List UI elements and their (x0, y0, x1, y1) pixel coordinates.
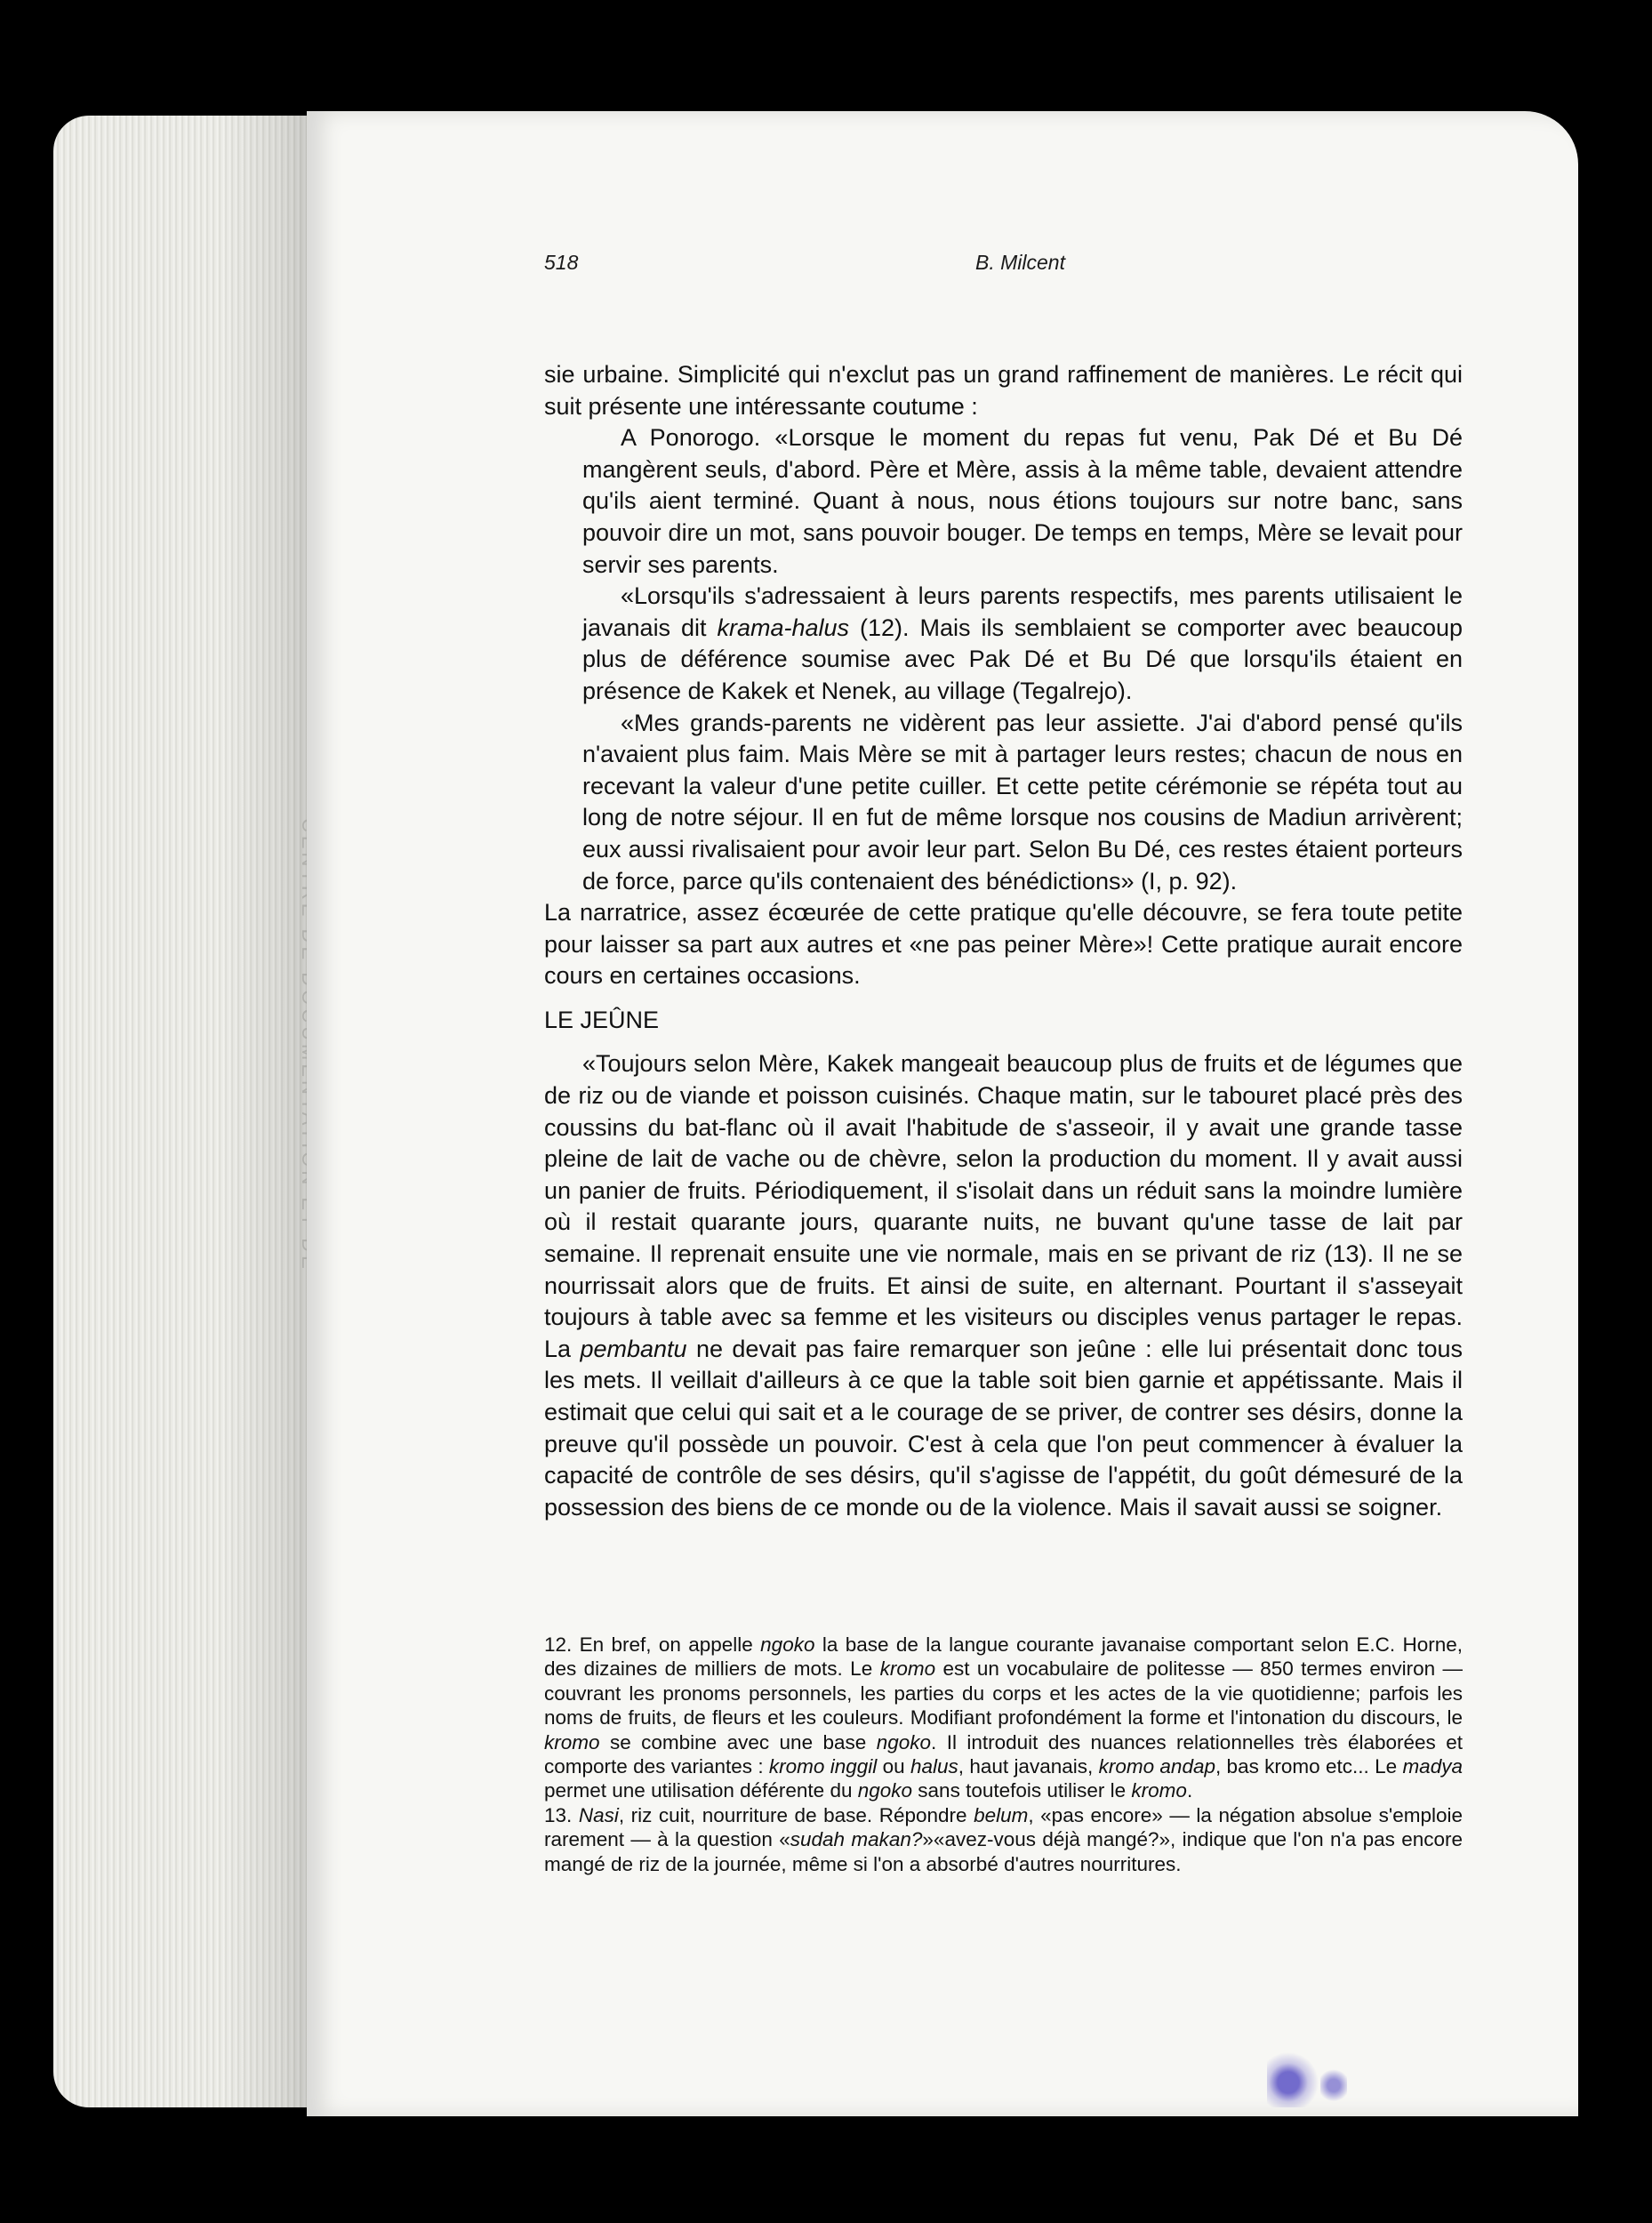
fn12-text: , bas kromo etc... Le (1215, 1755, 1403, 1778)
fn12-term: ngoko (857, 1779, 913, 1802)
fn12-text: la base de la langue courante javanaise comportant selon E.C. Horne, des dizaines de milliers de mots. Le (544, 1633, 1464, 1681)
fn13-text: »«avez-vous déjà mangé?», indique que l'on n'a pas encore mangé de riz de la journée, même si l'on a absorbé d'autres nourritures. (544, 1828, 1463, 1875)
fn12-text: , haut javanais, (958, 1755, 1099, 1778)
section-title: LE JEÛNE (544, 1006, 660, 1033)
quote-kakek (544, 1048, 1463, 1523)
fn12-text: est un vocabulaire de politesse — 850 termes environ — couvrant les pronoms personnels, les parties du corps et les actes de la vie quotidienne; parfois les noms de fruits, de fleurs et les couleurs. Modifiant profondément la forme et l'intonation du discours, le (544, 1657, 1464, 1729)
quote-grandparents: «Mes grands-parents ne vidèrent pas leur assiette. J'ai d'abord pensé qu'ils n'avaient plus faim. Mais Mère se mit à partager leurs restes; chacun de nous en recevant la valeur d'une petite cuiller. Et cette petite cérémonie se répéta tout au long de notre séjour. Il en fut de même lorsque nos cousins de Madiun arrivèrent; eux aussi rivalisaient pour avoir leur part. Selon Bu Dé, ces restes étaient porteurs de force, parce qu'ils contenaient des bénédictions» (I, p. 92). (582, 709, 1463, 895)
main-text (544, 359, 1463, 1523)
fn12-text: sans toutefois utiliser le (912, 1779, 1132, 1802)
fn12-term: kromo (1131, 1779, 1187, 1802)
fn12-text: 12. En bref, on appelle (544, 1633, 761, 1656)
term-pembantu: pembantu (580, 1335, 687, 1362)
ink-stain (1320, 2058, 1347, 2107)
quote-ponorogo: A Ponorogo. «Lorsque le moment du repas fut venu, Pak Dé et Bu Dé mangèrent seuls, d'abord. Père et Mère, assis à la même table, devaient attendre qu'ils aient terminé. Quant à nous, nous étions toujours sur notre banc, sans pouvoir dire un mot, sans pouvoir bouger. De temps en temps, Mère se levait pour servir ses parents. (582, 424, 1463, 578)
quote-kakek-text-1: «Toujours selon Mère, Kakek mangeait beaucoup plus de fruits et de légumes que de riz ou de viande et poisson cuisinés. Chaque matin, sur le tabouret placé près des coussins du bat-flanc où il avait l'habitude de s'asseoir, il y avait une grande tasse pleine de lait de vache ou de chèvre, selon la production du moment. Il y avait aussi un panier de fruits. Périodiquement, il s'isolait dans un réduit sans la moindre lumière où il restait quarante jours, quarante nuits, ne buvant qu'une tasse de lait par semaine. Il reprenait ensuite une vie normale, mais en se privant de riz (13). Il ne se nourrissait alors que de fruits. Et ainsi de suite, en alternant. Pourtant il s'asseyait toujours à table avec sa femme et les visiteurs ou disciples venus partager le repas. La (544, 1050, 1463, 1362)
page-number: 518 (544, 251, 579, 274)
fn12-text: . (1186, 1779, 1193, 1802)
fn12-term: kromo (879, 1657, 936, 1681)
fn12-term: kromo (544, 1730, 600, 1754)
term-krama-halus: krama-halus (717, 614, 850, 641)
fn12-term: ngoko (760, 1633, 815, 1656)
footnote-13 (544, 1803, 1463, 1876)
quote-krama-text-1: «Lorsqu'ils s'adressaient à leurs parents respectifs, mes parents utilisaient le javanais dit (582, 582, 1463, 641)
fn13-text: , «pas encore» — la négation absolue s'emploie rarement — à la question « (544, 1803, 1464, 1851)
fn13-term: belum (974, 1803, 1029, 1826)
page-header (544, 251, 1469, 283)
fn13-text: 13. (544, 1803, 579, 1826)
fn12-term: kromo inggil (768, 1755, 878, 1778)
quote-krama (544, 581, 1463, 707)
quote-krama-text-2: (12). Mais ils semblaient se comporter avec beaucoup plus de déférence soumise avec Pak Dé et Bu Dé que lorsqu'ils étaient en présence de Kakek et Nenek, au village (Tegalrejo). (582, 614, 1463, 704)
fn12-term: madya (1402, 1755, 1463, 1778)
fn12-term: halus (910, 1755, 958, 1778)
fn12-term: kromo andap (1098, 1755, 1215, 1778)
fn13-term: Nasi (578, 1803, 619, 1826)
fn12-text: ou (877, 1755, 910, 1778)
ink-stain (1267, 2045, 1320, 2107)
paragraph-intro: sie urbaine. Simplicité qui n'exclut pas un grand raffinement de manières. Le récit qui suit présente une intéressante coutume : (544, 361, 1463, 420)
footnotes (544, 1633, 1463, 1876)
fn12-text: permet une utilisation déférente du (544, 1779, 858, 1802)
fn12-term: ngoko (876, 1730, 932, 1754)
fn13-term: sudah makan? (790, 1828, 923, 1851)
paragraph-narratrice: La narratrice, assez écœurée de cette pratique qu'elle découvre, se fera toute petite pour laisser sa part aux autres et «ne pas peiner Mère»! Cette pratique aurait encore cours en certaines occasions. (544, 899, 1463, 990)
fn12-text: se combine avec une base (599, 1730, 877, 1754)
running-head: B. Milcent (975, 251, 1065, 274)
fn12-text: . Il introduit des nuances relationnelles très élaborées et comporte des variantes : (544, 1730, 1463, 1778)
footnote-12 (544, 1633, 1463, 1803)
fn13-text: , riz cuit, nourriture de base. Répondre (618, 1803, 974, 1826)
quote-kakek-text-2: ne devait pas faire remarquer son jeûne : elle lui présentait donc tous les mets. Il veillait d'ailleurs à ce que la table soit bien garnie et appétissante. Mais il estimait que celui qui sait et a le courage de se priver, de contrer ses désirs, donne la preuve qu'il possède un pouvoir. C'est à cela que l'on peut commencer à évaluer la capacité de contrôle de ses désirs, qu'il s'agisse de l'appétit, du goût démesuré de la possession des biens de ce monde ou de la violence. Mais il savait aussi se soigner. (544, 1335, 1463, 1521)
